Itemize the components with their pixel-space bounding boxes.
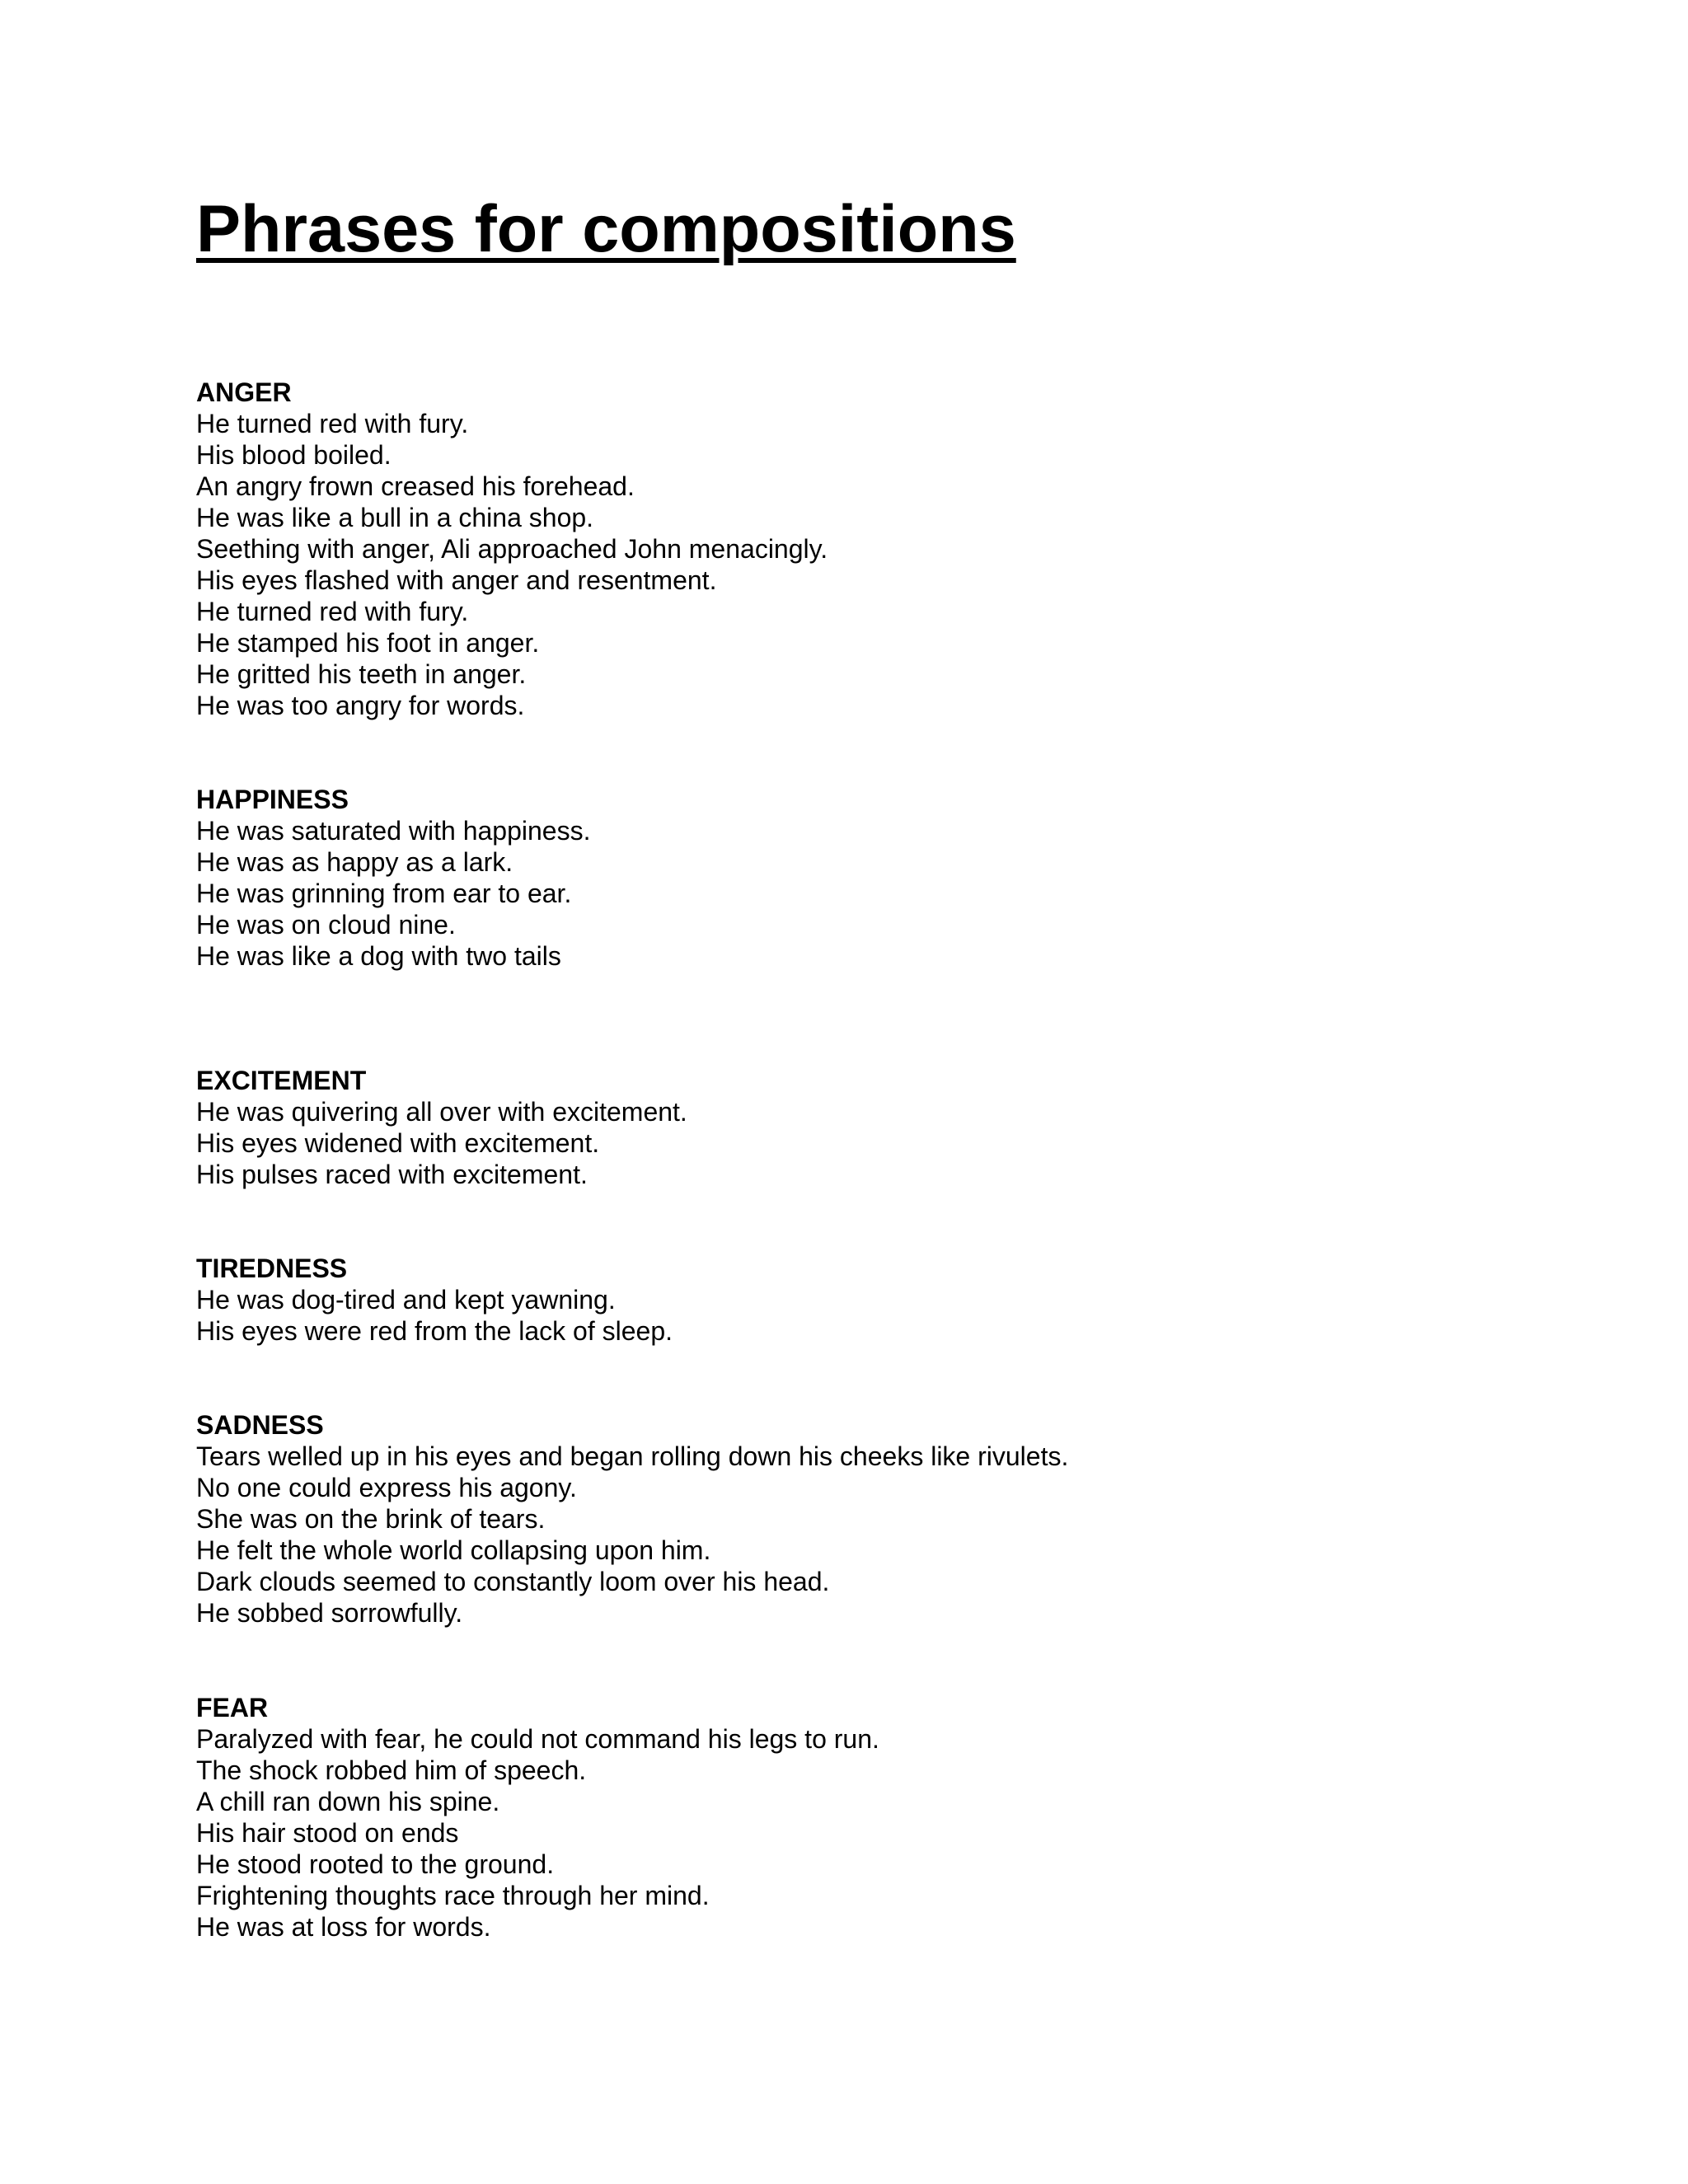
section-tiredness bbox=[196, 1253, 1597, 1347]
phrase-line: His eyes flashed with anger and resentment. bbox=[196, 565, 717, 595]
phrase-line: He was as happy as a lark. bbox=[196, 847, 513, 877]
section-excitement bbox=[196, 1065, 1597, 1190]
phrase-line: The shock robbed him of speech. bbox=[196, 1755, 587, 1785]
section-heading: SADNESS bbox=[196, 1410, 324, 1440]
section-heading: ANGER bbox=[196, 377, 292, 407]
phrase-line: He was saturated with happiness. bbox=[196, 816, 591, 846]
section-heading: FEAR bbox=[196, 1693, 269, 1722]
phrase-line: An angry frown creased his forehead. bbox=[196, 471, 635, 501]
phrase-line: He sobbed sorrowfully. bbox=[196, 1598, 463, 1628]
section-anger bbox=[196, 377, 1597, 721]
phrase-line: He was on cloud nine. bbox=[196, 910, 456, 940]
phrase-line: A chill ran down his spine. bbox=[196, 1787, 500, 1816]
phrase-line: He was too angry for words. bbox=[196, 691, 525, 720]
section-heading: HAPPINESS bbox=[196, 785, 349, 814]
phrase-line: He was like a bull in a china shop. bbox=[196, 503, 594, 532]
phrase-line: He turned red with fury. bbox=[196, 597, 469, 626]
phrase-line: She was on the brink of tears. bbox=[196, 1504, 546, 1534]
section-fear bbox=[196, 1692, 1597, 1943]
phrase-line: His eyes widened with excitement. bbox=[196, 1128, 600, 1158]
phrase-line: Dark clouds seemed to constantly loom over his head. bbox=[196, 1567, 830, 1596]
section-heading: TIREDNESS bbox=[196, 1254, 348, 1283]
phrase-line: He turned red with fury. bbox=[196, 409, 469, 438]
phrase-line: No one could express his agony. bbox=[196, 1473, 577, 1502]
phrase-line: His pulses raced with excitement. bbox=[196, 1160, 588, 1189]
section-sadness bbox=[196, 1409, 1597, 1629]
phrase-line: Tears welled up in his eyes and began rolling down his cheeks like rivulets. bbox=[196, 1441, 1069, 1471]
phrase-line: Frightening thoughts race through her mind. bbox=[196, 1881, 710, 1910]
page-title: Phrases for compositions bbox=[196, 192, 1016, 266]
phrase-line: He was quivering all over with excitement. bbox=[196, 1097, 687, 1127]
phrase-line: Seething with anger, Ali approached John menacingly. bbox=[196, 534, 828, 564]
phrase-line: He stamped his foot in anger. bbox=[196, 628, 540, 658]
phrase-line: He felt the whole world collapsing upon him. bbox=[196, 1535, 711, 1565]
phrase-line: He was dog-tired and kept yawning. bbox=[196, 1285, 616, 1315]
section-heading: EXCITEMENT bbox=[196, 1066, 367, 1095]
phrase-line: His blood boiled. bbox=[196, 440, 392, 470]
phrase-line: His eyes were red from the lack of sleep. bbox=[196, 1316, 673, 1346]
phrase-line: He was like a dog with two tails bbox=[196, 941, 561, 971]
phrase-line: He was at loss for words. bbox=[196, 1912, 491, 1942]
phrase-line: His hair stood on ends bbox=[196, 1818, 459, 1848]
phrase-line: He stood rooted to the ground. bbox=[196, 1849, 555, 1879]
phrase-line: He gritted his teeth in anger. bbox=[196, 659, 527, 689]
phrase-line: Paralyzed with fear, he could not command his legs to run. bbox=[196, 1724, 879, 1754]
phrase-line: He was grinning from ear to ear. bbox=[196, 879, 572, 908]
section-happiness bbox=[196, 784, 1597, 972]
